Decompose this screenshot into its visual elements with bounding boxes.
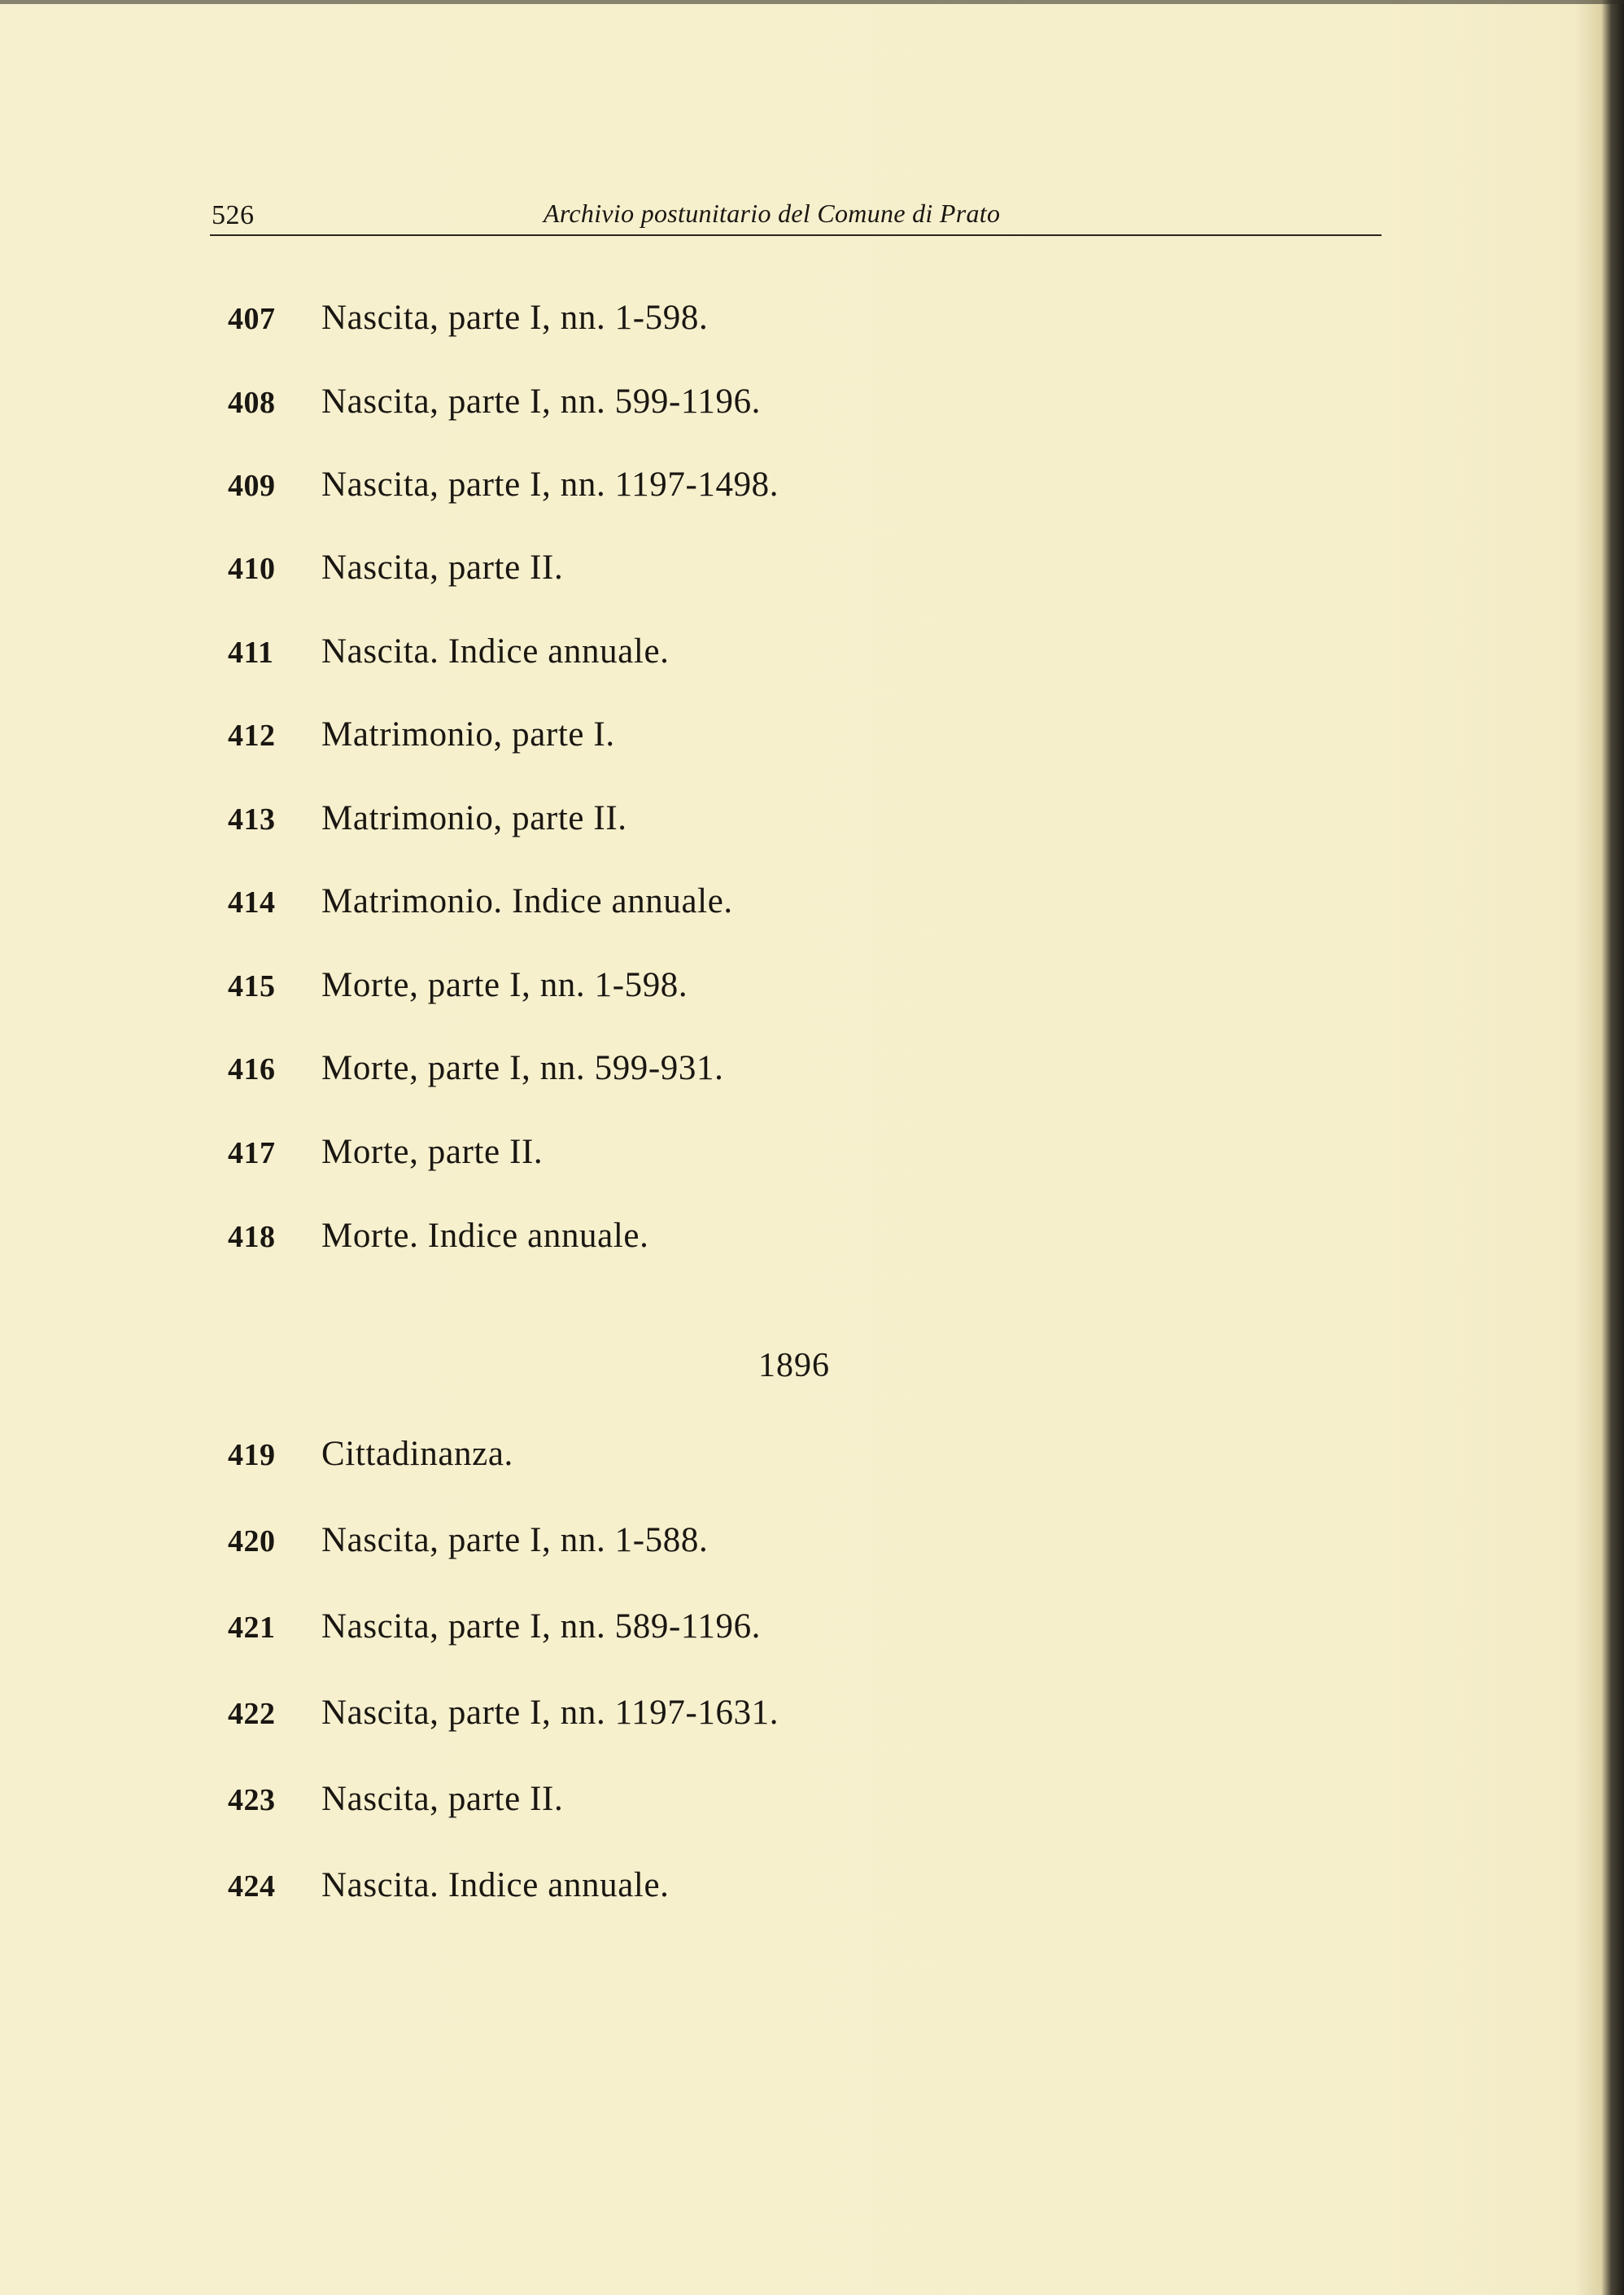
list-item [228, 881, 733, 930]
entry-number: 417 [228, 1136, 276, 1170]
entry-description: Cittadinanza. [321, 1435, 513, 1473]
list-item [228, 965, 688, 1014]
entry-number: 421 [228, 1611, 276, 1645]
entry-number: 410 [228, 552, 276, 586]
entry-number: 415 [228, 969, 276, 1003]
list-item [228, 1693, 779, 1742]
entry-number: 422 [228, 1697, 276, 1731]
list-item [228, 1520, 708, 1569]
entry-description: Matrimonio, parte II. [321, 799, 627, 837]
entry-description: Morte, parte I, nn. 599-931. [321, 1049, 724, 1087]
entry-description: Matrimonio, parte I. [321, 715, 615, 754]
entry-description: Nascita, parte I, nn. 1197-1498. [321, 466, 779, 504]
entry-description: Nascita, parte I, nn. 1197-1631. [321, 1694, 779, 1732]
entry-description: Morte, parte I, nn. 1-598. [321, 966, 688, 1004]
entry-number: 409 [228, 469, 276, 503]
entry-description: Nascita. Indice annuale. [321, 1866, 670, 1904]
entry-description: Nascita, parte II. [321, 549, 564, 587]
entry-description: Matrimonio. Indice annuale. [321, 882, 733, 920]
list-item [228, 382, 761, 431]
list-item [228, 715, 615, 763]
entry-number: 423 [228, 1783, 276, 1817]
entry-number: 411 [228, 636, 274, 670]
entry-description: Morte. Indice annuale. [321, 1217, 649, 1255]
list-item [228, 548, 563, 597]
entry-number: 416 [228, 1052, 276, 1086]
list-item [228, 632, 669, 680]
list-item [228, 1132, 543, 1181]
list-item [228, 1216, 648, 1265]
entry-description: Nascita, parte I, nn. 1-598. [321, 299, 709, 337]
entry-number: 414 [228, 885, 276, 920]
list-item [228, 1865, 669, 1914]
entry-description: Nascita, parte I, nn. 1-588. [321, 1521, 709, 1559]
entry-description: Nascita, parte I, nn. 599-1196. [321, 382, 762, 421]
list-item [228, 298, 708, 347]
list-item [228, 465, 779, 514]
entry-description: Nascita. Indice annuale. [321, 632, 670, 671]
list-item [228, 1434, 513, 1483]
list-item [228, 798, 627, 847]
entry-number: 418 [228, 1220, 276, 1254]
list-item [228, 1048, 723, 1097]
entry-number: 408 [228, 386, 276, 420]
list-item [228, 1606, 761, 1655]
page-number: 526 [212, 200, 255, 230]
entry-description: Nascita, parte II. [321, 1780, 564, 1818]
entry-description: Morte, parte II. [321, 1133, 544, 1171]
entry-number: 420 [228, 1524, 276, 1558]
entry-number: 407 [228, 302, 276, 336]
entry-description: Nascita, parte I, nn. 589-1196. [321, 1607, 762, 1646]
entry-number: 412 [228, 719, 276, 753]
running-title: Archivio postunitario del Comune di Prato [544, 199, 1001, 228]
year-heading: 1896 [758, 1347, 830, 1384]
list-item [228, 1779, 563, 1828]
entry-number: 419 [228, 1438, 276, 1472]
entry-number: 413 [228, 802, 276, 837]
entry-number: 424 [228, 1869, 276, 1904]
